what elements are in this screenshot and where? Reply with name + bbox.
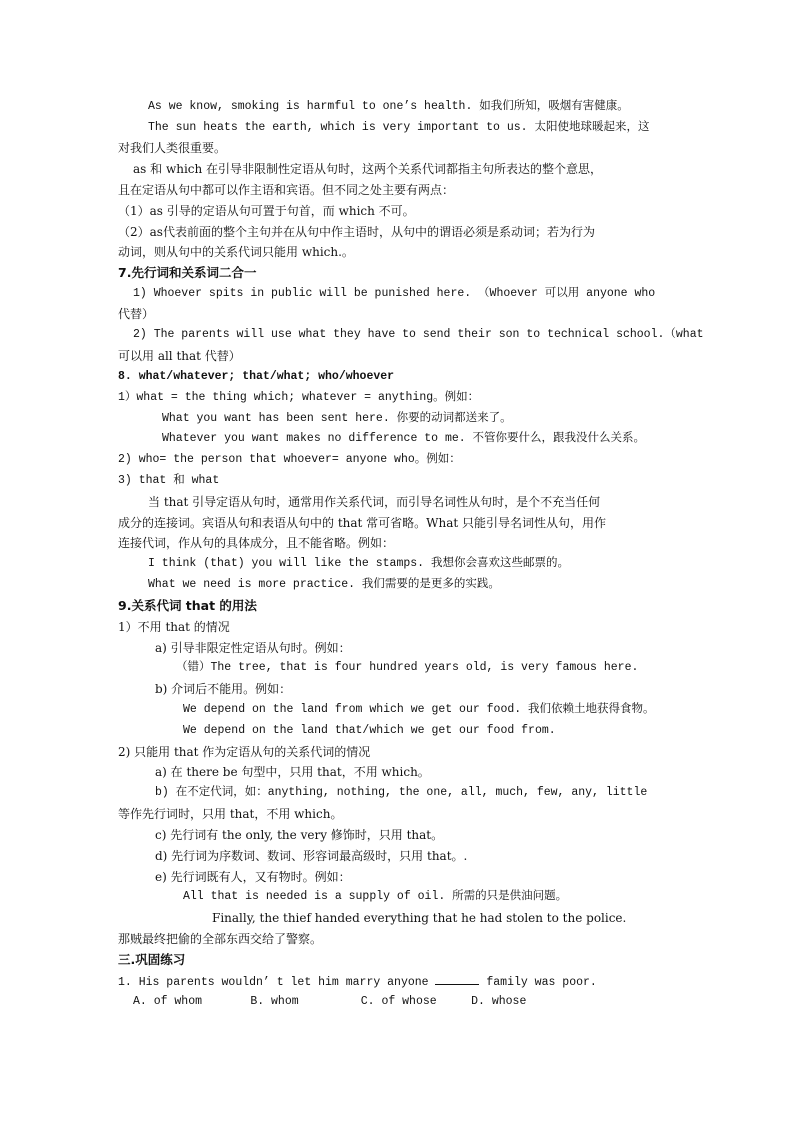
text-line: 2) 只能用 that 作为定语从句的关系代词的情况	[118, 745, 371, 759]
text-line: b) 介词后不能用。例如：	[155, 682, 292, 696]
text-line: （1）as 引导的定语从句可置于句首，而 which 不可。	[118, 204, 415, 218]
text-line: 且在定语从句中都可以作主语和宾语。但不同之处主要有两点：	[118, 183, 455, 197]
question-text: 1. His parents wouldn’ t let him marry anyone	[118, 976, 429, 989]
text-line: 动词，则从句中的关系代词只能用 which.。	[118, 245, 354, 259]
text-line: 代替）	[118, 307, 155, 321]
text-line: as 和 which 在引导非限制性定语从句时，这两个关系代词都指主句所表达的整个意思，	[133, 162, 603, 176]
text-line: d) 先行词为序数词、数词、形容词最高级时，只用 that。.	[155, 849, 468, 863]
text-line: The sun heats the earth, which is very important to us. 太阳使地球暖起来，这	[148, 121, 650, 134]
question-text: family was poor.	[486, 976, 597, 989]
text-line: 2) The parents will use what they have to send their son to technical school.（what	[133, 328, 704, 341]
text-line: As we know, smoking is harmful to one’s health. 如我们所知，吸烟有害健康。	[148, 100, 629, 113]
text-line: We depend on the land from which we get our food. 我们依赖土地获得食物。	[183, 703, 655, 716]
text-line: 可以用 all that 代替）	[118, 349, 241, 363]
section-heading: 7.先行词和关系词二合一	[118, 265, 257, 280]
section-heading: 8. what/whatever; that/what; who/whoever	[118, 370, 395, 383]
text-line: What we need is more practice. 我们需要的是更多的实践。	[148, 578, 500, 591]
section-heading: 三.巩固练习	[118, 952, 186, 967]
text-line: We depend on the land that/which we get our food from.	[183, 724, 556, 737]
text-line: b) 在不定代词，如：anything, nothing, the one, all, much, few, any, little	[155, 786, 648, 799]
text-line: What you want has been sent here. 你要的动词都送来了。	[162, 412, 512, 425]
text-line: 对我们人类很重要。	[118, 141, 227, 155]
text-line: 等作先行词时，只用 that，不用 which。	[118, 807, 343, 821]
text-line: 1）what = the thing which; whatever = anything。例如：	[118, 391, 480, 404]
text-line: 1) Whoever spits in public will be punished here. （Whoever 可以用 anyone who	[133, 287, 656, 300]
answer-blank[interactable]	[435, 973, 479, 985]
text-line: 那贼最终把偷的全部东西交给了警察。	[118, 932, 323, 946]
exercise-question	[118, 973, 597, 991]
text-line: 连接代词，作从句的具体成分，且不能省略。例如：	[118, 536, 395, 550]
text-line: a) 在 there be 句型中，只用 that，不用 which。	[155, 765, 430, 779]
text-line: （错）The tree, that is four hundred years old, is very famous here.	[176, 661, 639, 674]
text-line: 3) that 和 what	[118, 474, 220, 487]
text-line: a) 引导非限定性定语从句时。例如：	[155, 641, 351, 655]
text-line: 当 that 引导定语从句时，通常用作关系代词，而引导名词性从句时，是个不充当任何	[148, 495, 601, 509]
text-line: 1）不用 that 的情况	[118, 620, 230, 634]
text-line: All that is needed is a supply of oil. 所需的只是供油问题。	[183, 890, 568, 903]
answer-options: A. of whom B. whom C. of whose D. whose	[133, 995, 527, 1008]
text-line: c) 先行词有 the only, the very 修饰时，只用 that。	[155, 828, 444, 842]
text-line: I think (that) you will like the stamps. 我想你会喜欢这些邮票的。	[148, 557, 569, 570]
text-line: Whatever you want makes no difference to me. 不管你要什么，跟我没什么关系。	[162, 432, 646, 445]
section-heading: 9.关系代词 that 的用法	[118, 598, 257, 613]
text-line: e) 先行词既有人，又有物时。例如：	[155, 870, 351, 884]
text-line: （2）as代表前面的整个主句并在从句中作主语时，从句中的谓语必须是系动词；若为行为	[118, 225, 595, 239]
text-line: Finally, the thief handed everything that he had stolen to the police.	[212, 911, 627, 925]
text-line: 2) who= the person that whoever= anyone who。例如：	[118, 453, 461, 466]
text-line: 成分的连接词。宾语从句和表语从句中的 that 常可省略。What 只能引导名词性从句，用作	[118, 516, 607, 530]
